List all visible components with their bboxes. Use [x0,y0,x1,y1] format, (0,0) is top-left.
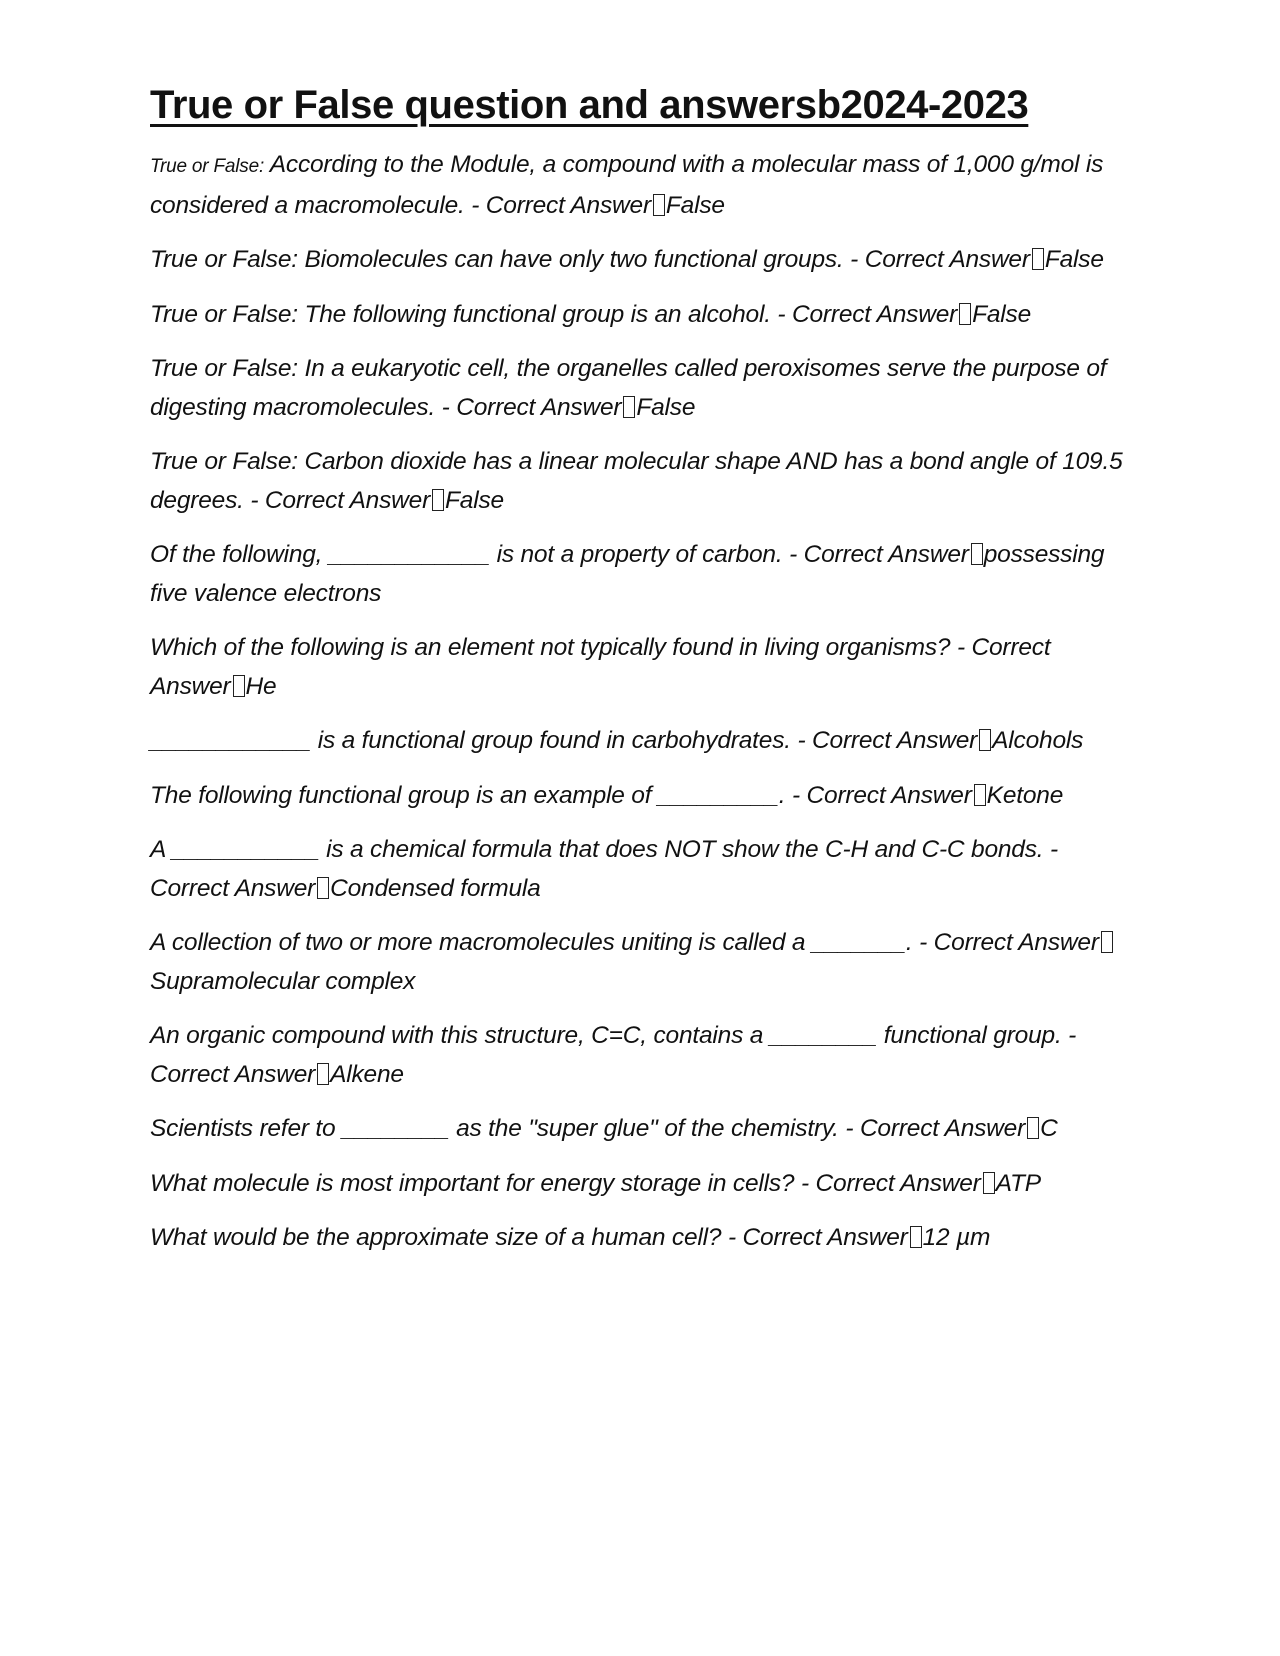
missing-glyph-icon [983,1172,995,1194]
correct-answer-label: - Correct Answer [441,393,622,421]
question-text: Of the following, ____________ is not a property of carbon. [150,541,783,568]
question-text: ____________ is a functional group found in carbohydrates. [150,727,791,754]
question-text: True or False: The following functional group is an alcohol. [150,300,771,328]
question-text: True or False: In a eukaryotic cell, the organelles called peroxisomes serve the purpose of digesting macromolecules. [150,355,1107,421]
question-text: According to the Module, a compound with a molecular mass of 1,000 g/mol is considered a macromolecule. [150,151,1104,219]
missing-glyph-icon [979,729,991,751]
answer-text: He [245,672,277,700]
correct-answer-label: - Correct Answer [791,781,972,809]
answer-text: Alkene [330,1060,404,1088]
qa-item [150,1110,1130,1149]
missing-glyph-icon [971,543,983,565]
answer-text: 12 µm [922,1224,991,1251]
missing-glyph-icon [959,303,971,325]
qa-item [150,350,1130,427]
missing-glyph-icon [432,489,444,511]
qa-item [150,831,1130,908]
correct-answer-label: - Correct Answer [845,1115,1026,1142]
answer-text: False [1044,246,1104,273]
qa-item [150,924,1130,1001]
missing-glyph-icon [1027,1117,1039,1139]
answer-text: False [665,191,725,219]
qa-item [150,536,1130,613]
question-text: True or False: Biomolecules can have only two functional groups. [150,246,844,273]
qa-item [150,629,1130,706]
answer-text: possessing five valence electrons [150,541,1105,607]
missing-glyph-icon [1101,931,1113,953]
missing-glyph-icon [317,877,329,899]
qa-item [150,1017,1130,1094]
correct-answer-label: - Correct Answer [789,541,969,568]
qa-item [150,1219,1130,1258]
qa-list [150,146,1130,1258]
question-text: An organic compound with this structure, C=C, contains a ________ functional group. [150,1022,1062,1049]
answer-text: C [1040,1115,1058,1142]
question-prefix: True or False: [150,156,265,177]
correct-answer-label: - Correct Answer [150,1022,1077,1088]
qa-item [150,722,1130,761]
answer-text: ATP [995,1169,1041,1197]
correct-answer-label: - Correct Answer [797,727,978,754]
document-body [150,78,1130,1274]
correct-answer-label: - Correct Answer [471,191,651,219]
qa-item [150,146,1130,225]
answer-text: False [636,393,696,421]
missing-glyph-icon [974,784,986,806]
correct-answer-label: - Correct Answer [250,486,431,514]
answer-text: False [972,300,1032,328]
qa-item [150,296,1130,335]
missing-glyph-icon [910,1226,922,1248]
answer-text: Alcohols [992,727,1084,754]
question-text: True or False: Carbon dioxide has a linear molecular shape AND has a bond angle of 109.5 degrees. [150,448,1123,514]
correct-answer-label: - Correct Answer [919,929,1099,956]
question-text: The following functional group is an example of _________. [150,781,786,809]
answer-text: Ketone [986,781,1064,809]
question-text: What molecule is most important for energy storage in cells? [150,1169,795,1197]
correct-answer-label: - Correct Answer [777,300,958,328]
qa-item [150,777,1130,816]
question-text: A ___________ is a chemical formula that does NOT show the C-H and C-C bonds. [150,836,1044,863]
correct-answer-label: - Correct Answer [150,634,1051,700]
question-text: What would be the approximate size of a human cell? [150,1224,722,1251]
question-text: Which of the following is an element not typically found in living organisms? [150,634,951,661]
correct-answer-label: - Correct Answer [800,1169,981,1197]
answer-text: Supramolecular complex [150,967,416,995]
document-title: True or False question and answersb2024-2023 [150,83,1029,127]
missing-glyph-icon [233,675,245,697]
correct-answer-label: - Correct Answer [727,1224,908,1251]
qa-item [150,443,1130,520]
answer-text: Condensed formula [330,874,541,902]
missing-glyph-icon [1032,248,1044,270]
missing-glyph-icon [623,396,635,418]
missing-glyph-icon [317,1063,329,1085]
qa-item [150,1165,1130,1204]
qa-item [150,241,1130,280]
missing-glyph-icon [653,194,665,216]
correct-answer-label: - Correct Answer [850,246,1030,273]
correct-answer-label: - Correct Answer [150,836,1058,902]
question-text: A collection of two or more macromolecules uniting is called a _______. [150,929,913,956]
question-text: Scientists refer to ________ as the "super glue" of the chemistry. [150,1115,839,1142]
answer-text: False [445,486,504,514]
